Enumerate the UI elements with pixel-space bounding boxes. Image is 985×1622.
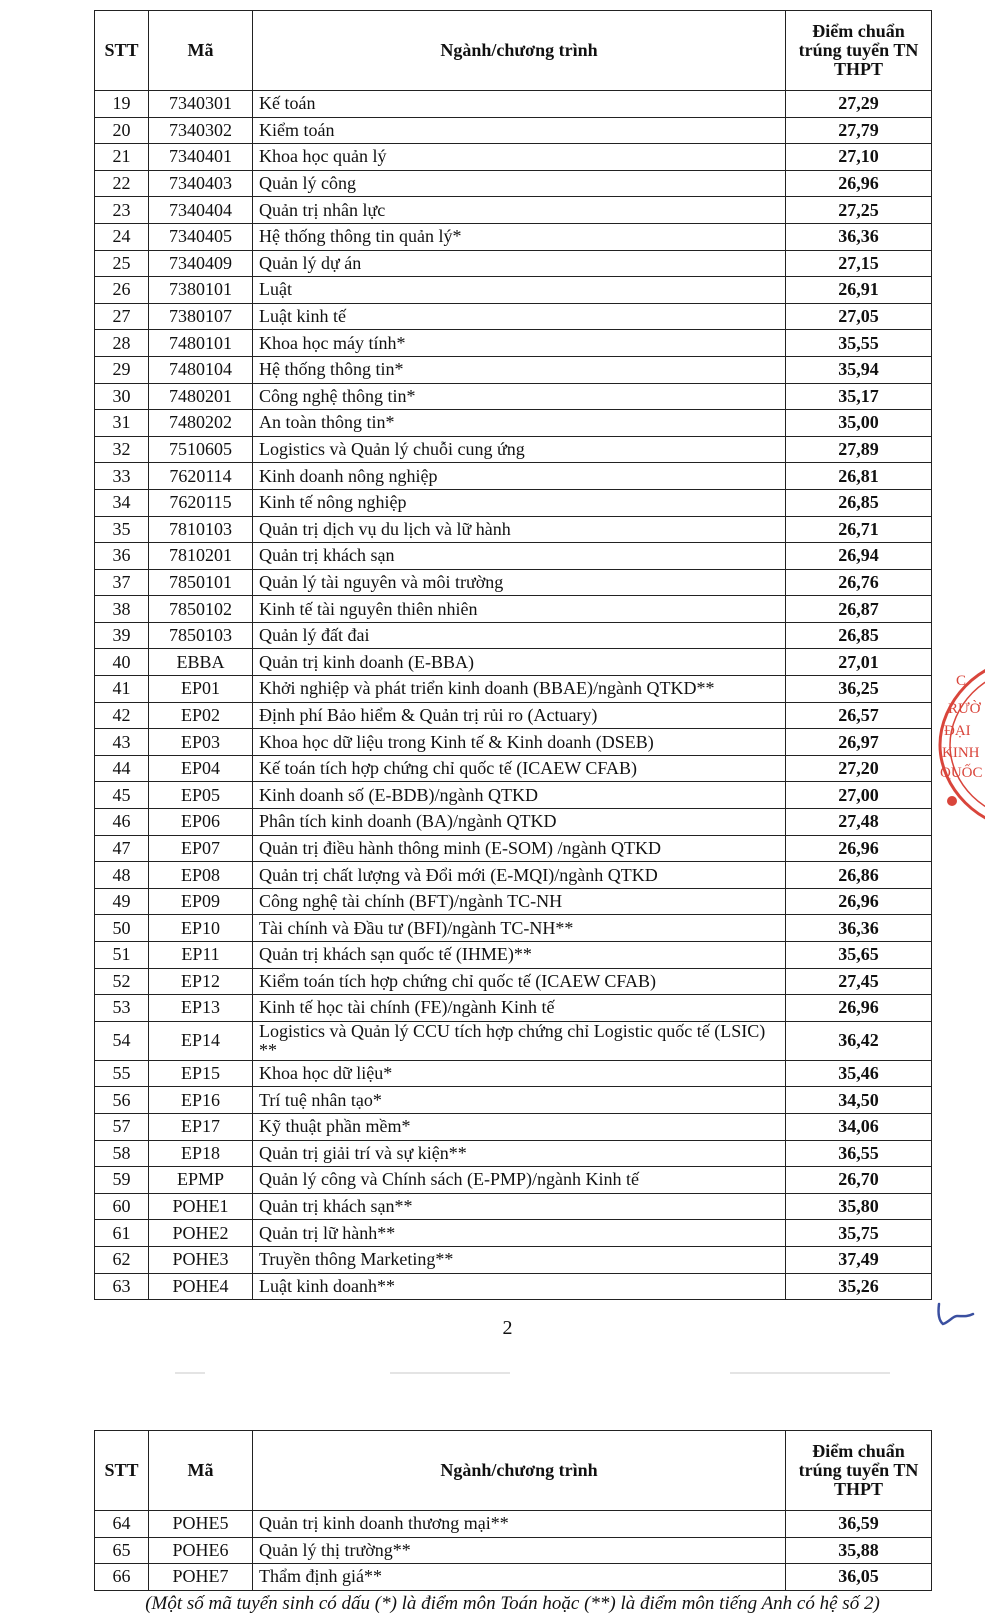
row-code: EP10	[149, 915, 253, 942]
row-program-name: Khoa học dữ liệu trong Kinh tế & Kinh doanh (DSEB)	[253, 729, 786, 756]
row-code: EP08	[149, 862, 253, 889]
row-code: EP14	[149, 1021, 253, 1060]
table-row	[95, 622, 932, 649]
table-row	[95, 144, 932, 171]
row-stt: 33	[95, 463, 149, 490]
row-stt: 50	[95, 915, 149, 942]
row-score: 27,89	[786, 436, 932, 463]
row-code: 7810103	[149, 516, 253, 543]
row-score: 26,71	[786, 516, 932, 543]
row-code: POHE1	[149, 1193, 253, 1220]
row-code: EP17	[149, 1113, 253, 1140]
table-row	[95, 1021, 932, 1060]
table-row	[95, 1246, 932, 1273]
row-score: 27,00	[786, 782, 932, 809]
table-row	[95, 702, 932, 729]
row-code: EP07	[149, 835, 253, 862]
row-program-name: Kiểm toán tích hợp chứng chỉ quốc tế (ICAEW CFAB)	[253, 968, 786, 995]
svg-text:C: C	[956, 673, 967, 689]
row-program-name: Luật kinh tế	[253, 303, 786, 330]
header-score: Điểm chuẩn trúng tuyển TN THPT	[786, 1431, 932, 1511]
row-code: POHE5	[149, 1511, 253, 1538]
table-row	[95, 277, 932, 304]
row-stt: 58	[95, 1140, 149, 1167]
table-row	[95, 649, 932, 676]
table-row	[95, 915, 932, 942]
row-stt: 61	[95, 1220, 149, 1247]
row-program-name: Khoa học quản lý	[253, 144, 786, 171]
table-row	[95, 835, 932, 862]
table-row	[95, 862, 932, 889]
row-program-name: Quản lý công và Chính sách (E-PMP)/ngành Kinh tế	[253, 1167, 786, 1194]
table-row	[95, 356, 932, 383]
row-stt: 30	[95, 383, 149, 410]
row-score: 27,10	[786, 144, 932, 171]
row-code: 7340405	[149, 223, 253, 250]
row-code: EP15	[149, 1060, 253, 1087]
row-stt: 51	[95, 942, 149, 969]
row-program-name: Luật	[253, 277, 786, 304]
table-header-row	[95, 1431, 932, 1511]
svg-text:QUỐC: QUỐC	[940, 765, 983, 781]
row-program-name: Quản trị lữ hành**	[253, 1220, 786, 1247]
table-row	[95, 596, 932, 623]
row-code: EP02	[149, 702, 253, 729]
table-row	[95, 888, 932, 915]
row-score: 26,96	[786, 170, 932, 197]
row-program-name: Kế toán	[253, 91, 786, 118]
header-stt: STT	[95, 11, 149, 91]
row-code: 7810201	[149, 543, 253, 570]
row-score: 26,91	[786, 277, 932, 304]
row-code: 7340302	[149, 117, 253, 144]
row-program-name: Quản lý dự án	[253, 250, 786, 277]
table-row	[95, 516, 932, 543]
table-row	[95, 782, 932, 809]
row-program-name: Quản lý đất đai	[253, 622, 786, 649]
row-score: 35,46	[786, 1060, 932, 1087]
row-stt: 22	[95, 170, 149, 197]
row-score: 34,06	[786, 1113, 932, 1140]
row-stt: 63	[95, 1273, 149, 1300]
row-program-name: Phân tích kinh doanh (BA)/ngành QTKD	[253, 809, 786, 836]
row-stt: 20	[95, 117, 149, 144]
row-program-name: Quản trị chất lượng và Đổi mới (E-MQI)/ngành QTKD	[253, 862, 786, 889]
table-row	[95, 1220, 932, 1247]
row-stt: 56	[95, 1087, 149, 1114]
row-stt: 48	[95, 862, 149, 889]
row-stt: 52	[95, 968, 149, 995]
row-score: 26,96	[786, 888, 932, 915]
row-program-name: Quản trị kinh doanh (E-BBA)	[253, 649, 786, 676]
table-row	[95, 543, 932, 570]
row-code: POHE7	[149, 1564, 253, 1591]
row-code: EP04	[149, 755, 253, 782]
table-row	[95, 1273, 932, 1300]
row-stt: 60	[95, 1193, 149, 1220]
table-row	[95, 489, 932, 516]
row-program-name: Tài chính và Đầu tư (BFI)/ngành TC-NH**	[253, 915, 786, 942]
table-row	[95, 1140, 932, 1167]
row-score: 27,45	[786, 968, 932, 995]
row-score: 26,85	[786, 622, 932, 649]
row-score: 37,49	[786, 1246, 932, 1273]
row-score: 35,26	[786, 1273, 932, 1300]
row-score: 36,59	[786, 1511, 932, 1538]
row-code: 7340301	[149, 91, 253, 118]
row-code: EPMP	[149, 1167, 253, 1194]
row-stt: 57	[95, 1113, 149, 1140]
row-stt: 35	[95, 516, 149, 543]
row-score: 36,36	[786, 223, 932, 250]
row-code: 7510605	[149, 436, 253, 463]
row-program-name: Kinh tế nông nghiệp	[253, 489, 786, 516]
row-score: 27,25	[786, 197, 932, 224]
row-stt: 27	[95, 303, 149, 330]
row-program-name: Hệ thống thông tin quản lý*	[253, 223, 786, 250]
row-score: 36,36	[786, 915, 932, 942]
row-program-name: Quản trị điều hành thông minh (E-SOM) /ngành QTKD	[253, 835, 786, 862]
row-code: 7620115	[149, 489, 253, 516]
row-score: 35,65	[786, 942, 932, 969]
row-program-name: Quản trị dịch vụ du lịch và lữ hành	[253, 516, 786, 543]
row-score: 35,80	[786, 1193, 932, 1220]
table-row	[95, 250, 932, 277]
row-score: 26,87	[786, 596, 932, 623]
row-program-name: Định phí Bảo hiểm & Quản trị rủi ro (Actuary)	[253, 702, 786, 729]
row-score: 26,70	[786, 1167, 932, 1194]
table-row	[95, 1167, 932, 1194]
row-program-name: An toàn thông tin*	[253, 410, 786, 437]
table-row	[95, 942, 932, 969]
row-stt: 41	[95, 676, 149, 703]
row-score: 26,57	[786, 702, 932, 729]
table-row	[95, 995, 932, 1022]
row-program-name: Kinh tế học tài chính (FE)/ngành Kinh tế	[253, 995, 786, 1022]
row-code: 7480202	[149, 410, 253, 437]
row-program-name: Hệ thống thông tin*	[253, 356, 786, 383]
row-stt: 40	[95, 649, 149, 676]
row-stt: 28	[95, 330, 149, 357]
row-score: 36,05	[786, 1564, 932, 1591]
table-header-row	[95, 11, 932, 91]
row-stt: 36	[95, 543, 149, 570]
row-code: 7340401	[149, 144, 253, 171]
row-program-name: Luật kinh doanh**	[253, 1273, 786, 1300]
row-stt: 62	[95, 1246, 149, 1273]
row-score: 26,76	[786, 569, 932, 596]
row-stt: 39	[95, 622, 149, 649]
table-row	[95, 729, 932, 756]
row-program-name: Quản trị nhân lực	[253, 197, 786, 224]
row-stt: 65	[95, 1537, 149, 1564]
header-stt: STT	[95, 1431, 149, 1511]
row-code: 7480101	[149, 330, 253, 357]
row-stt: 54	[95, 1021, 149, 1060]
table-row	[95, 1564, 932, 1591]
table-row	[95, 1060, 932, 1087]
row-stt: 46	[95, 809, 149, 836]
svg-text:ĐẠI: ĐẠI	[944, 723, 971, 739]
row-program-name: Truyền thông Marketing**	[253, 1246, 786, 1273]
row-score: 36,42	[786, 1021, 932, 1060]
table-row	[95, 1537, 932, 1564]
row-score: 27,79	[786, 117, 932, 144]
row-program-name: Trí tuệ nhân tạo*	[253, 1087, 786, 1114]
row-stt: 45	[95, 782, 149, 809]
row-score: 35,88	[786, 1537, 932, 1564]
svg-text:RƯỜ: RƯỜ	[948, 701, 981, 717]
row-stt: 47	[95, 835, 149, 862]
signature-mark-icon	[935, 1300, 975, 1330]
row-stt: 64	[95, 1511, 149, 1538]
row-stt: 21	[95, 144, 149, 171]
row-code: 7380101	[149, 277, 253, 304]
row-code: 7850103	[149, 622, 253, 649]
row-stt: 37	[95, 569, 149, 596]
row-program-name: Công nghệ tài chính (BFT)/ngành TC-NH	[253, 888, 786, 915]
row-stt: 59	[95, 1167, 149, 1194]
row-stt: 55	[95, 1060, 149, 1087]
row-stt: 42	[95, 702, 149, 729]
row-program-name: Thẩm định giá**	[253, 1564, 786, 1591]
row-score: 34,50	[786, 1087, 932, 1114]
table-body-1	[95, 91, 932, 1300]
row-score: 26,96	[786, 995, 932, 1022]
row-program-name: Khởi nghiệp và phát triển kinh doanh (BBAE)/ngành QTKD**	[253, 676, 786, 703]
row-code: 7850102	[149, 596, 253, 623]
row-score: 26,85	[786, 489, 932, 516]
row-stt: 31	[95, 410, 149, 437]
row-stt: 26	[95, 277, 149, 304]
header-score: Điểm chuẩn trúng tuyển TN THPT	[786, 11, 932, 91]
row-score: 27,05	[786, 303, 932, 330]
row-stt: 32	[95, 436, 149, 463]
svg-text:KINH: KINH	[942, 745, 980, 761]
row-code: 7380107	[149, 303, 253, 330]
row-program-name: Kinh doanh nông nghiệp	[253, 463, 786, 490]
row-score: 26,86	[786, 862, 932, 889]
row-program-name: Kinh doanh số (E-BDB)/ngành QTKD	[253, 782, 786, 809]
row-code: 7480104	[149, 356, 253, 383]
row-code: 7340404	[149, 197, 253, 224]
header-program: Ngành/chương trình	[253, 11, 786, 91]
row-code: 7340403	[149, 170, 253, 197]
row-code: POHE4	[149, 1273, 253, 1300]
row-score: 27,15	[786, 250, 932, 277]
row-stt: 23	[95, 197, 149, 224]
row-program-name: Quản lý tài nguyên và môi trường	[253, 569, 786, 596]
scan-artifact	[175, 1372, 205, 1374]
row-program-name: Logistics và Quản lý CCU tích hợp chứng chỉ Logistic quốc tế (LSIC) **	[253, 1021, 786, 1060]
row-program-name: Quản trị khách sạn	[253, 543, 786, 570]
table-row	[95, 968, 932, 995]
row-stt: 34	[95, 489, 149, 516]
row-score: 36,25	[786, 676, 932, 703]
row-score: 26,96	[786, 835, 932, 862]
row-stt: 25	[95, 250, 149, 277]
scan-artifact	[390, 1372, 510, 1374]
table-row	[95, 463, 932, 490]
row-program-name: Quản trị khách sạn quốc tế (IHME)**	[253, 942, 786, 969]
row-program-name: Quản lý thị trường**	[253, 1537, 786, 1564]
row-stt: 44	[95, 755, 149, 782]
page-number: 2	[502, 1317, 513, 1339]
table-row	[95, 1087, 932, 1114]
row-code: EP18	[149, 1140, 253, 1167]
table-row	[95, 383, 932, 410]
row-program-name: Kỹ thuật phần mềm*	[253, 1113, 786, 1140]
row-stt: 53	[95, 995, 149, 1022]
row-program-name: Quản lý công	[253, 170, 786, 197]
table-row	[95, 223, 932, 250]
table-row	[95, 330, 932, 357]
row-program-name: Công nghệ thông tin*	[253, 383, 786, 410]
row-program-name: Quản trị giải trí và sự kiện**	[253, 1140, 786, 1167]
header-program: Ngành/chương trình	[253, 1431, 786, 1511]
row-program-name: Khoa học dữ liệu*	[253, 1060, 786, 1087]
row-code: 7620114	[149, 463, 253, 490]
table-row	[95, 1113, 932, 1140]
table-body-2	[95, 1511, 932, 1591]
row-program-name: Logistics và Quản lý chuỗi cung ứng	[253, 436, 786, 463]
row-score: 27,01	[786, 649, 932, 676]
row-code: 7340409	[149, 250, 253, 277]
footnote: (Một số mã tuyển sinh có dấu (*) là điểm môn Toán hoặc (**) là điểm môn tiếng Anh có hệ số 2)	[145, 1593, 880, 1614]
row-code: EP06	[149, 809, 253, 836]
table-row	[95, 303, 932, 330]
red-seal-stamp-icon	[938, 653, 985, 833]
table-row	[95, 410, 932, 437]
table-row	[95, 809, 932, 836]
row-score: 27,48	[786, 809, 932, 836]
table-row	[95, 197, 932, 224]
table-row	[95, 1193, 932, 1220]
row-score: 35,17	[786, 383, 932, 410]
table-row	[95, 170, 932, 197]
row-code: POHE3	[149, 1246, 253, 1273]
row-score: 35,94	[786, 356, 932, 383]
row-score: 26,94	[786, 543, 932, 570]
row-code: EP12	[149, 968, 253, 995]
scan-artifact	[730, 1372, 890, 1374]
row-code: EP09	[149, 888, 253, 915]
row-score: 26,81	[786, 463, 932, 490]
admission-score-table-2	[94, 1430, 932, 1591]
row-code: EP01	[149, 676, 253, 703]
row-stt: 66	[95, 1564, 149, 1591]
table-row	[95, 755, 932, 782]
row-program-name: Quản trị khách sạn**	[253, 1193, 786, 1220]
row-score: 27,29	[786, 91, 932, 118]
admission-score-table-1	[94, 10, 932, 1300]
table-row	[95, 569, 932, 596]
row-code: POHE2	[149, 1220, 253, 1247]
row-code: EP05	[149, 782, 253, 809]
row-stt: 49	[95, 888, 149, 915]
row-stt: 43	[95, 729, 149, 756]
row-score: 26,97	[786, 729, 932, 756]
row-score: 27,20	[786, 755, 932, 782]
row-code: EP03	[149, 729, 253, 756]
row-code: EBBA	[149, 649, 253, 676]
header-code: Mã	[149, 1431, 253, 1511]
row-stt: 38	[95, 596, 149, 623]
row-score: 35,55	[786, 330, 932, 357]
table-row	[95, 91, 932, 118]
table-row	[95, 1511, 932, 1538]
row-program-name: Kế toán tích hợp chứng chỉ quốc tế (ICAEW CFAB)	[253, 755, 786, 782]
row-program-name: Kinh tế tài nguyên thiên nhiên	[253, 596, 786, 623]
row-stt: 24	[95, 223, 149, 250]
row-program-name: Khoa học máy tính*	[253, 330, 786, 357]
row-stt: 19	[95, 91, 149, 118]
header-code: Mã	[149, 11, 253, 91]
row-score: 36,55	[786, 1140, 932, 1167]
row-stt: 29	[95, 356, 149, 383]
row-code: EP16	[149, 1087, 253, 1114]
row-program-name: Quản trị kinh doanh thương mại**	[253, 1511, 786, 1538]
row-code: POHE6	[149, 1537, 253, 1564]
row-score: 35,00	[786, 410, 932, 437]
row-code: 7480201	[149, 383, 253, 410]
table-row	[95, 436, 932, 463]
row-code: 7850101	[149, 569, 253, 596]
row-program-name: Kiểm toán	[253, 117, 786, 144]
row-code: EP11	[149, 942, 253, 969]
table-row	[95, 676, 932, 703]
row-code: EP13	[149, 995, 253, 1022]
row-score: 35,75	[786, 1220, 932, 1247]
table-row	[95, 117, 932, 144]
